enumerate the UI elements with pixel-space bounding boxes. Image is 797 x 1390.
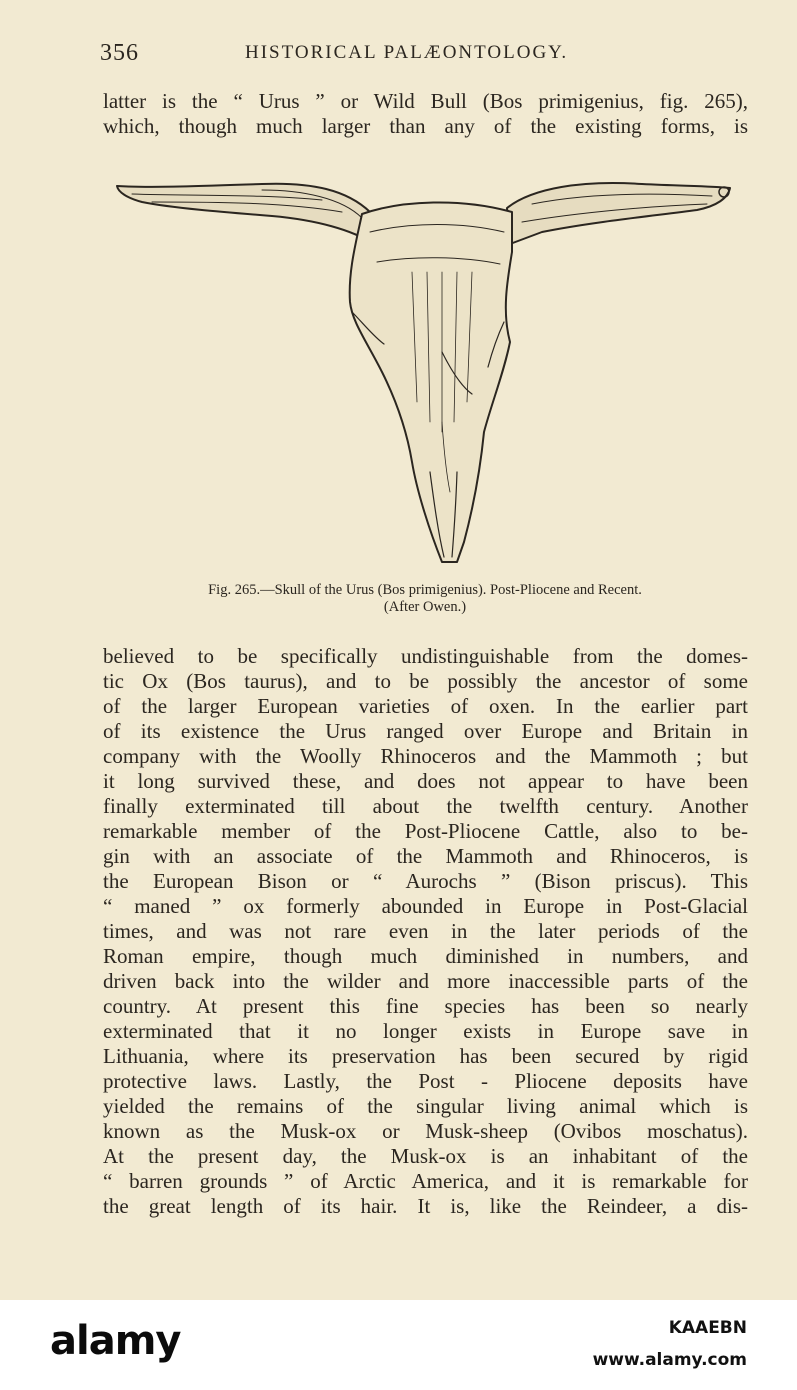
figure-caption bbox=[100, 582, 750, 616]
text-line: Lithuania, where its preservation has been secured by rigid bbox=[103, 1044, 748, 1068]
text-line: finally exterminated till about the twelfth century. Another bbox=[103, 794, 748, 818]
text-line: the European Bison or “ Aurochs ” (Bison priscus). This bbox=[103, 869, 748, 893]
text-line: company with the Woolly Rhinoceros and the Mammoth ; but bbox=[103, 744, 748, 768]
text-line: country. At present this fine species has been so nearly bbox=[103, 994, 748, 1018]
text-line: protective laws. Lastly, the Post - Pliocene deposits have bbox=[103, 1069, 748, 1093]
image-id: KAAEBN bbox=[668, 1318, 747, 1338]
text-line: exterminated that it no longer exists in Europe save in bbox=[103, 1019, 748, 1043]
caption-line: Fig. 265.—Skull of the Urus (Bos primigenius). Post-Pliocene and Recent. bbox=[208, 582, 642, 598]
text-line: At the present day, the Musk-ox is an inhabitant of the bbox=[103, 1144, 748, 1168]
text-line: it long survived these, and does not appear to have been bbox=[103, 769, 748, 793]
text-line: of its existence the Urus ranged over Europe and Britain in bbox=[103, 719, 748, 743]
text-line: remarkable member of the Post-Pliocene Cattle, also to be- bbox=[103, 819, 748, 843]
alamy-logo: alamy bbox=[50, 1318, 181, 1364]
caption-attribution: (After Owen.) bbox=[383, 599, 467, 615]
text-line: latter is the “ Urus ” or Wild Bull (Bos primigenius, fig. 265), bbox=[103, 89, 748, 113]
page-number: 356 bbox=[100, 40, 139, 66]
text-line: known as the Musk-ox or Musk-sheep (Ovibos moschatus). bbox=[103, 1119, 748, 1143]
text-line: driven back into the wilder and more inaccessible parts of the bbox=[103, 969, 748, 993]
text-line: “ maned ” ox formerly abounded in Europe in Post-Glacial bbox=[103, 894, 748, 918]
stock-watermark-bar bbox=[0, 1300, 797, 1390]
text-line: tic Ox (Bos taurus), and to be possibly the ancestor of some bbox=[103, 669, 748, 693]
text-line: of the larger European varieties of oxen. In the earlier part bbox=[103, 694, 748, 718]
top-paragraph bbox=[103, 89, 748, 139]
text-line: which, though much larger than any of the existing forms, is bbox=[103, 114, 748, 138]
text-line: believed to be specifically undistinguishable from the domes- bbox=[103, 644, 748, 668]
running-title: HISTORICAL PALÆONTOLOGY. bbox=[245, 42, 569, 63]
urus-skull-illustration bbox=[112, 172, 737, 567]
text-line: gin with an associate of the Mammoth and Rhinoceros, is bbox=[103, 844, 748, 868]
text-line: the great length of its hair. It is, like the Reindeer, a dis- bbox=[103, 1194, 748, 1218]
watermark-url: www.alamy.com bbox=[592, 1350, 747, 1370]
text-line: times, and was not rare even in the later periods of the bbox=[103, 919, 748, 943]
text-line: yielded the remains of the singular living animal which is bbox=[103, 1094, 748, 1118]
text-line: “ barren grounds ” of Arctic America, and it is remarkable for bbox=[103, 1169, 748, 1193]
page-header bbox=[100, 40, 750, 70]
body-paragraph bbox=[103, 644, 748, 1219]
text-line: Roman empire, though much diminished in numbers, and bbox=[103, 944, 748, 968]
